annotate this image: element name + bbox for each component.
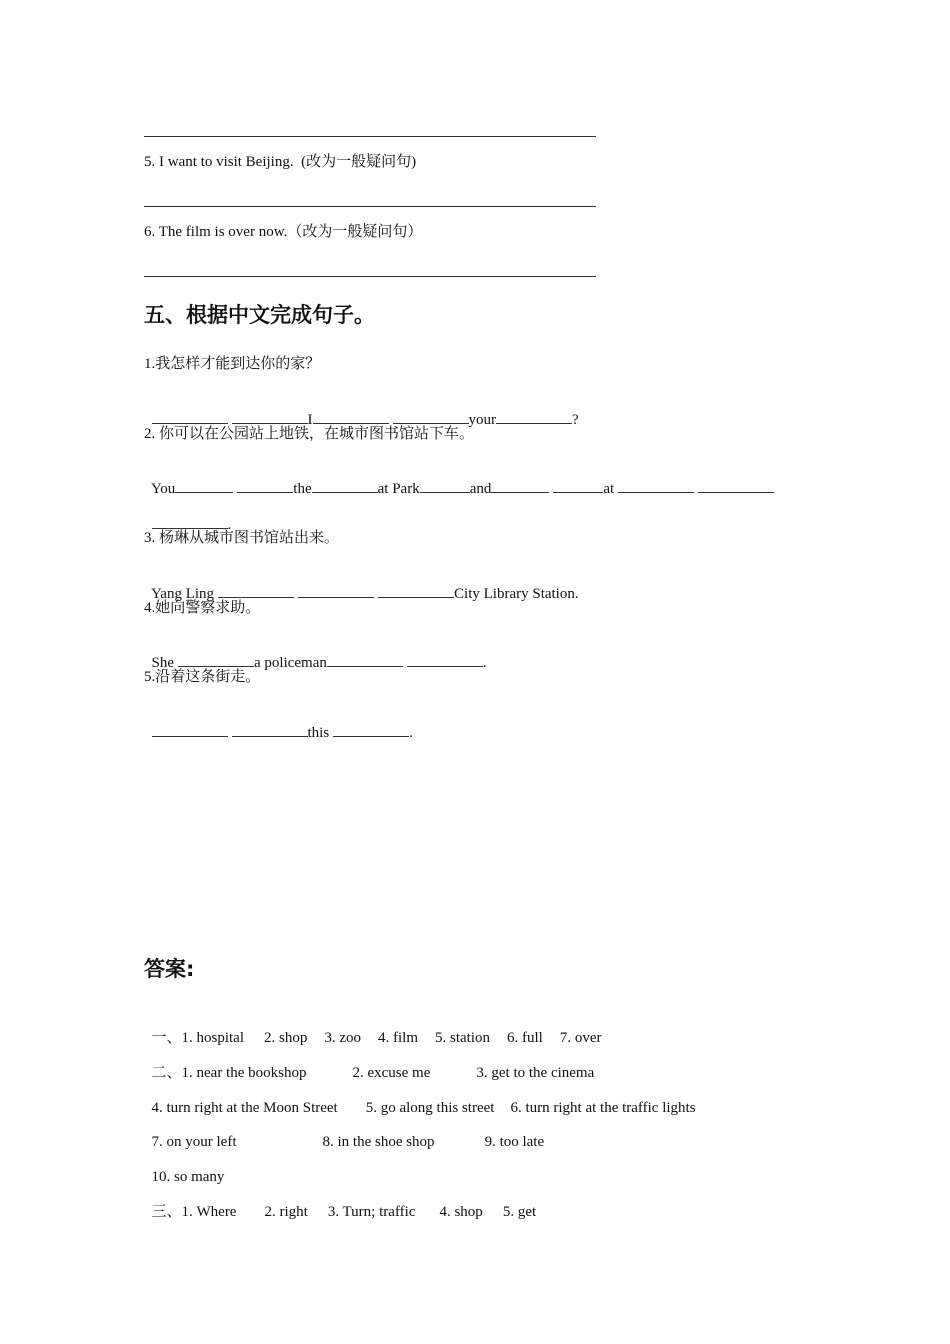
answer-item: 8. in the shoe shop (322, 1134, 435, 1150)
question-5-1-chinese: 1.我怎样才能到达你的家？ (144, 356, 321, 372)
blank (312, 478, 378, 493)
answers-row-4 (144, 1112, 544, 1152)
blank (152, 514, 228, 529)
blank (313, 409, 389, 424)
answer-line (144, 136, 596, 137)
question-5-3-chinese: 3. 杨琳从城市图书馆站出来。 (144, 530, 340, 546)
blank (393, 409, 469, 424)
answers-row-2 (144, 1043, 594, 1083)
answers-row-6 (144, 1182, 536, 1222)
punctuation: . (227, 517, 232, 533)
blank (496, 409, 572, 424)
word: at Park (377, 481, 420, 497)
blank (152, 722, 228, 737)
punctuation: . (409, 725, 413, 741)
answer-item: 2. right (264, 1204, 308, 1220)
answer-item: 二、1. near the bookshop (151, 1065, 307, 1081)
answer-item: 5. go along this street (365, 1100, 495, 1116)
answer-item: 5. get (502, 1204, 537, 1220)
blank (218, 583, 294, 598)
word: You (150, 481, 176, 497)
answer-item: 7. over (559, 1030, 602, 1046)
word: at (603, 481, 615, 497)
punctuation: . (482, 655, 487, 671)
punctuation: ? (572, 412, 579, 428)
question-5-2-chinese: 2. 你可以在公园站上地铁，在城市图书馆站下车。 (144, 426, 475, 442)
blank (232, 409, 308, 424)
answer-item: 5. station (435, 1030, 491, 1046)
blank (407, 652, 483, 667)
word: this (307, 725, 330, 741)
question-4-5: 5. I want to visit Beijing. (改为一般疑问句) (144, 154, 417, 170)
answer-line (144, 276, 596, 277)
blank (152, 409, 228, 424)
answer-item: 6. turn right at the traffic lights (510, 1100, 696, 1116)
question-4-6: 6. The film is over now.（改为一般疑问句） (144, 224, 423, 240)
answer-item: 3. zoo (324, 1030, 362, 1046)
word: your (468, 412, 496, 428)
blank (178, 652, 254, 667)
question-5-5-blanks (144, 702, 413, 743)
blank (378, 583, 454, 598)
question-5-2-blanks (144, 458, 774, 499)
answer-item: 7. on your left (151, 1134, 237, 1150)
word: I (307, 412, 313, 428)
answer-item: 10. so many (151, 1169, 225, 1185)
word: the (293, 481, 312, 497)
answer-item: 9. too late (484, 1134, 545, 1150)
blank (175, 478, 233, 493)
blank (491, 478, 549, 493)
answer-item: 3. get to the cinema (476, 1065, 595, 1081)
blank (553, 478, 603, 493)
blank (420, 478, 470, 493)
word: City Library Station. (454, 586, 579, 602)
answer-item: 4. turn right at the Moon Street (151, 1100, 338, 1116)
blank (232, 722, 308, 737)
question-5-4-chinese: 4.她向警察求助。 (144, 600, 261, 616)
answer-item: 6. full (507, 1030, 543, 1046)
answer-item: 4. shop (439, 1204, 483, 1220)
answer-item: 3. Turn; traffic (327, 1204, 416, 1220)
answers-row-5 (144, 1147, 224, 1187)
blank (327, 652, 403, 667)
blank (333, 722, 409, 737)
answer-item: 2. shop (264, 1030, 308, 1046)
word: She (151, 655, 174, 671)
blank (298, 583, 374, 598)
blank (618, 478, 694, 493)
blank (237, 478, 293, 493)
answers-heading: 答案: (144, 957, 195, 981)
section-5-heading: 五、根据中文完成句子。 (144, 303, 375, 327)
answer-item: 一、1. hospital (151, 1030, 244, 1046)
blank (698, 478, 774, 493)
answer-item: 三、1. Where (151, 1204, 237, 1220)
question-5-5-chinese: 5.沿着这条街走。 (144, 669, 261, 685)
answers-row-1 (144, 1008, 602, 1048)
word: and (469, 481, 492, 497)
answer-line (144, 206, 596, 207)
answer-item: 2. excuse me (352, 1065, 431, 1081)
word: Yang Ling (150, 586, 215, 602)
word: a policeman (254, 655, 327, 671)
answer-item: 4. film (378, 1030, 419, 1046)
